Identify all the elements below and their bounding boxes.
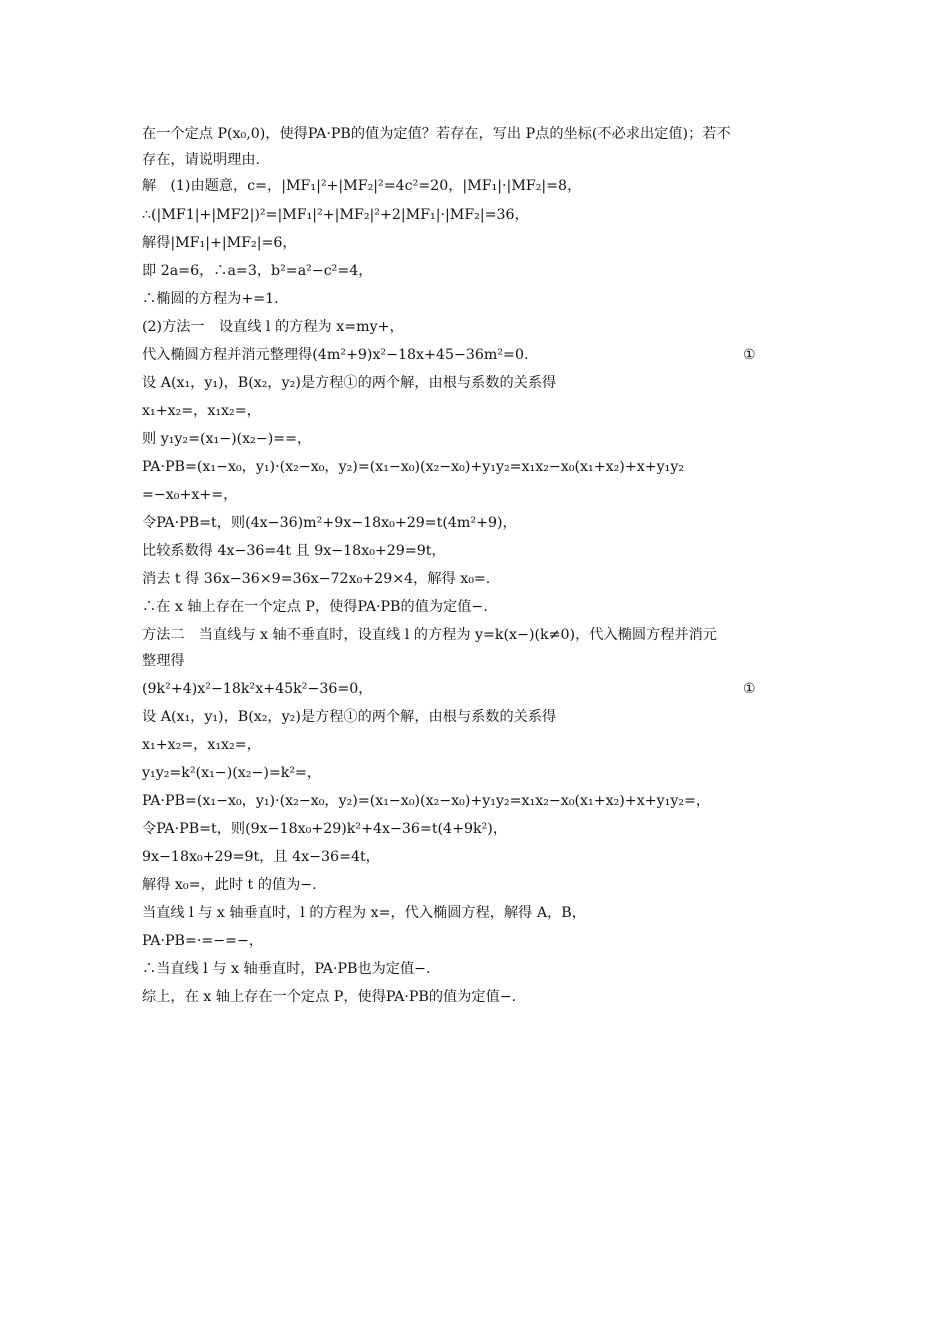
equation-marker: ①	[743, 347, 756, 363]
text-line: 综上，在 x 轴上存在一个定点 P，使得PA·PB的值为定值−.	[142, 989, 517, 1005]
text-line: 解 (1)由题意，c=，|MF₁|²+|MF₂|²=4c²=20，|MF₁|·|MF₂|=8，	[142, 178, 582, 194]
text-line: ∴(|MF1|+|MF2|)²=|MF₁|²+|MF₂|²+2|MF₁|·|MF₂|=36，	[142, 207, 529, 223]
text-line: (9k²+4)x²−18k²x+45k²−36=0，	[142, 681, 373, 697]
text-line: 整理得	[142, 653, 185, 669]
text-line: 则 y₁y₂=(x₁−)(x₂−)==，	[142, 431, 312, 447]
text-line: 存在，请说明理由.	[142, 152, 261, 168]
text-line: PA·PB=(x₁−x₀，y₁)·(x₂−x₀，y₂)=(x₁−x₀)(x₂−x₀)+y₁y₂=x₁x₂−x₀(x₁+x₂)+x+y₁y₂	[142, 459, 685, 475]
text-line: 9x−18x₀+29=9t，且 4x−36=4t，	[142, 849, 380, 865]
text-line: 消去 t 得 36x−36×9=36x−72x₀+29×4，解得 x₀=.	[142, 571, 491, 587]
text-line: 设 A(x₁，y₁)，B(x₂，y₂)是方程①的两个解，由根与系数的关系得	[142, 375, 557, 391]
text-line: 当直线 l 与 x 轴垂直时，l 的方程为 x=，代入椭圆方程，解得 A，B，	[142, 905, 586, 921]
text-line: 设 A(x₁，y₁)，B(x₂，y₂)是方程①的两个解，由根与系数的关系得	[142, 709, 557, 725]
text-line: 方法二 当直线与 x 轴不垂直时，设直线 l 的方程为 y=k(x−)(k≠0)，代入椭圆方程并消元	[142, 627, 717, 643]
text-line: ∴椭圆的方程为+=1.	[142, 291, 279, 307]
text-line: ∴在 x 轴上存在一个定点 P，使得PA·PB的值为定值−.	[142, 599, 488, 615]
text-line: 令PA·PB=t，则(9x−18x₀+29)k²+4x−36=t(4+9k²)，	[142, 821, 508, 837]
text-line: 在一个定点 P(x₀,0)，使得PA·PB的值为定值？若存在，写出 P点的坐标(不必求出定值)；若不	[142, 126, 731, 142]
text-line: ∴当直线 l 与 x 轴垂直时，PA·PB也为定值−.	[142, 961, 431, 977]
text-line: 解得|MF₁|+|MF₂|=6，	[142, 235, 297, 251]
text-line: PA·PB=·=−=−，	[142, 933, 264, 949]
text-line: 比较系数得 4x−36=4t 且 9x−18x₀+29=9t，	[142, 543, 446, 559]
text-line: x₁+x₂=，x₁x₂=，	[142, 403, 261, 419]
text-line: 令PA·PB=t，则(4x−36)m²+9x−18x₀+29=t(4m²+9)，	[142, 515, 517, 531]
text-line: y₁y₂=k²(x₁−)(x₂−)=k²=，	[142, 765, 322, 781]
text-line: 代入椭圆方程并消元整理得(4m²+9)x²−18x+45−36m²=0.	[142, 347, 529, 363]
text-line: (2)方法一 设直线 l 的方程为 x=my+，	[142, 319, 404, 335]
text-line: PA·PB=(x₁−x₀，y₁)·(x₂−x₀，y₂)=(x₁−x₀)(x₂−x₀)+y₁y₂=x₁x₂−x₀(x₁+x₂)+x+y₁y₂=，	[142, 793, 711, 809]
text-line: =−x₀+x+=，	[142, 487, 238, 503]
equation-marker: ①	[743, 681, 756, 697]
text-line: x₁+x₂=，x₁x₂=，	[142, 737, 261, 753]
text-line: 即 2a=6，∴a=3，b²=a²−c²=4，	[142, 263, 373, 279]
text-line: 解得 x₀=，此时 t 的值为−.	[142, 877, 317, 893]
